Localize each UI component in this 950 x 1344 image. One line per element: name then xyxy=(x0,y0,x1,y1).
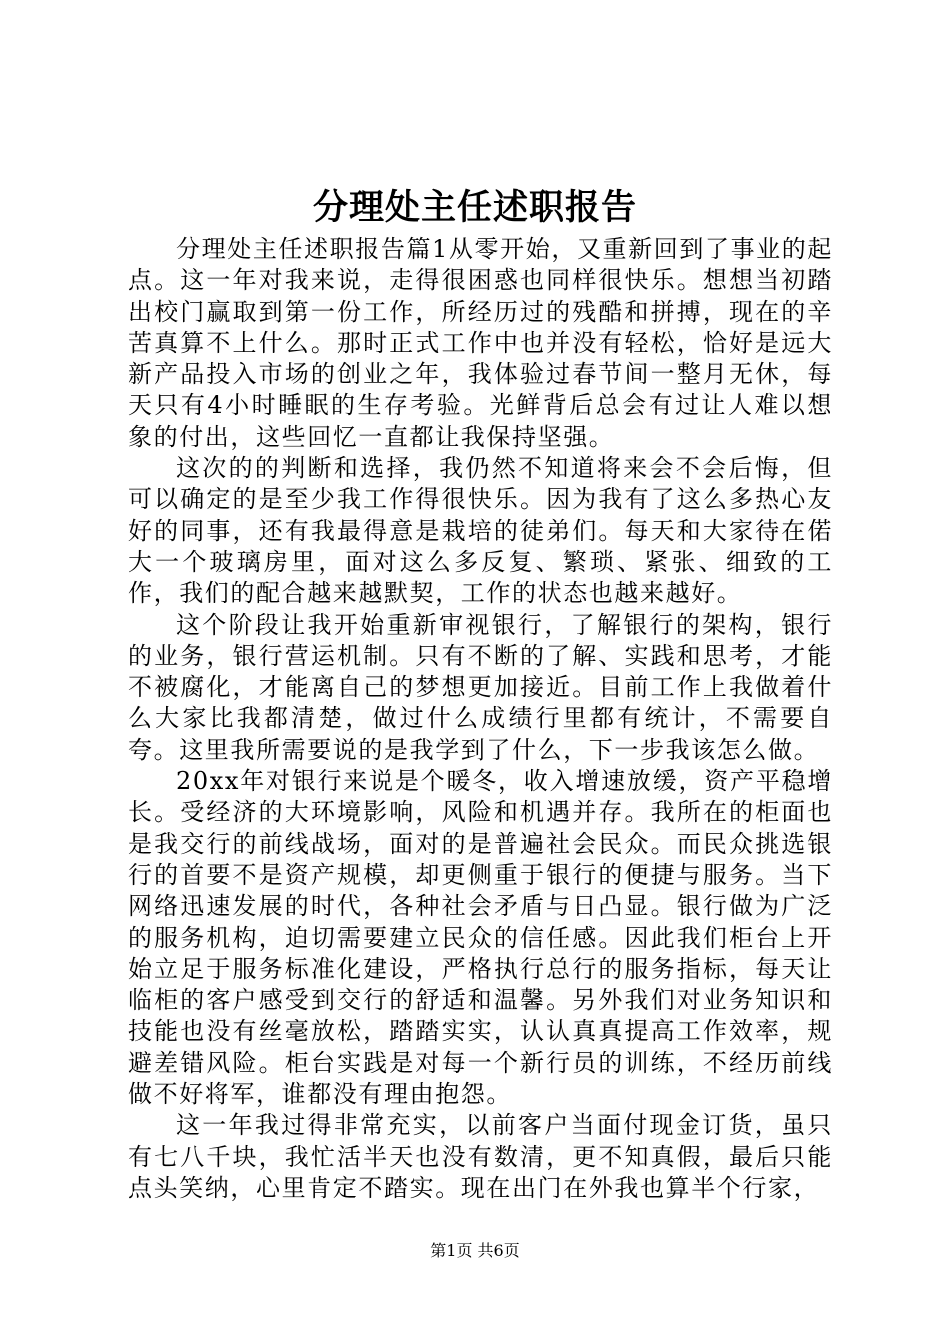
paragraph-4: 20xx年对银行来说是个暖冬，收入增速放缓，资产平稳增长。受经济的大环境影响，风险和机遇并存。我所在的柜面也是我交行的前线战场，面对的是普遍社会民众。而民众挑选银行的首要不是资产规模，却更侧重于银行的便捷与服务。当下网络迅速发展的时代，各种社会矛盾与日凸显。银行做为广泛的服务机构，迫切需要建立民众的信任感。因此我们柜台上开始立足于服务标准化建设，严格执行总行的服务指标，每天让临柜的客户感受到交行的舒适和温馨。另外我们对业务知识和技能也没有丝毫放松，踏踏实实，认认真真提高工作效率，规避差错风险。柜台实践是对每一个新行员的训练，不经历前线做不好将军，谁都没有理由抱怨。 xyxy=(128,767,833,1109)
paragraph-1: 分理处主任述职报告篇1从零开始，又重新回到了事业的起点。这一年对我来说，走得很困惑也同样很快乐。想想当初踏出校门赢取到第一份工作，所经历过的残酷和拼搏，现在的辛苦真算不上什么。那时正式工作中也并没有轻松，恰好是远大新产品投入市场的创业之年，我体验过春节间一整月无休，每天只有4小时睡眠的生存考验。光鲜背后总会有过让人难以想象的付出，这些回忆一直都让我保持坚强。 xyxy=(128,235,833,451)
paragraph-5: 这一年我过得非常充实，以前客户当面付现金订货，虽只有七八千块，我忙活半天也没有数清，更不知真假，最后只能点头笑纳，心里肯定不踏实。现在出门在外我也算半个行家， xyxy=(128,1111,833,1202)
document-body xyxy=(128,234,833,1204)
document-title: 分理处主任述职报告 xyxy=(312,187,637,228)
paragraph-3: 这个阶段让我开始重新审视银行，了解银行的架构，银行的业务，银行营运机制。只有不断的了解、实践和思考，才能不被腐化，才能离自己的梦想更加接近。目前工作上我做着什么大家比我都清楚，做过什么成绩行里都有统计，不需要自夸。这里我所需要说的是我学到了什么，下一步我该怎么做。 xyxy=(128,610,833,764)
page-number-footer: 第1页 共6页 xyxy=(430,1241,520,1260)
paragraph-2: 这次的的判断和选择，我仍然不知道将来会不会后悔，但可以确定的是至少我工作得很快乐。因为我有了这么多热心友好的同事，还有我最得意是栽培的徒弟们。每天和大家待在偌大一个玻璃房里，面对这么多反复、繁琐、紧张、细致的工作，我们的配合越来越默契，工作的状态也越来越好。 xyxy=(128,454,833,608)
